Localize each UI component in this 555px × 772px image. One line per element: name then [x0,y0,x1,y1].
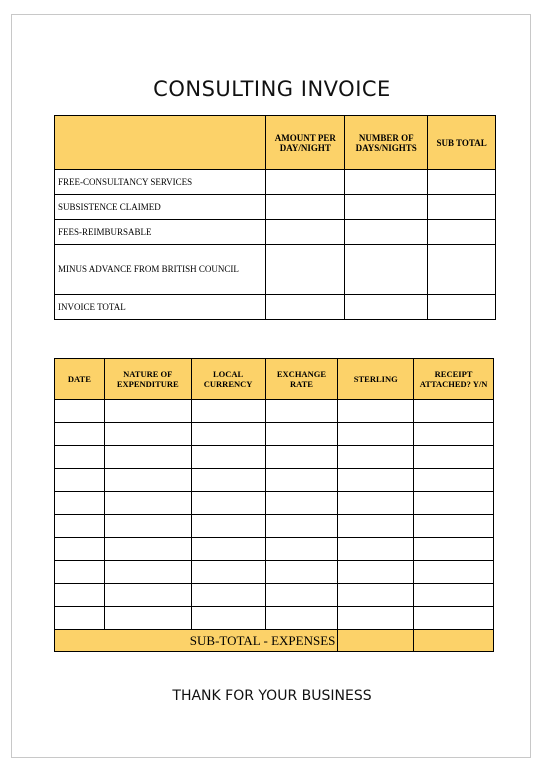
expenses-header-nature: NATURE OF EXPENDITURE [104,359,191,400]
subtotal-label: SUB-TOTAL - EXPENSES [55,630,338,652]
summary-header-row [55,116,496,170]
expenses-header-row [55,359,494,400]
sterling-cell[interactable] [338,469,414,492]
table-row [55,220,496,245]
date-cell[interactable] [55,423,105,446]
date-cell[interactable] [55,446,105,469]
table-row [55,492,494,515]
table-row [55,538,494,561]
table-row [55,295,496,320]
exchange-rate-cell[interactable] [265,400,338,423]
expenses-table [54,358,494,652]
sterling-cell[interactable] [338,423,414,446]
sterling-cell[interactable] [338,515,414,538]
exchange-rate-cell[interactable] [265,492,338,515]
subtotal-cell[interactable] [428,245,496,295]
sterling-cell[interactable] [338,607,414,630]
subtotal-sterling-cell[interactable] [338,630,414,652]
expenses-body [55,400,494,652]
subtotal-cell[interactable] [428,195,496,220]
local-currency-cell[interactable] [191,400,265,423]
date-cell[interactable] [55,607,105,630]
exchange-rate-cell[interactable] [265,423,338,446]
exchange-rate-cell[interactable] [265,446,338,469]
expenses-header-local-currency: LOCAL CURRENCY [191,359,265,400]
nature-cell[interactable] [104,446,191,469]
date-cell[interactable] [55,584,105,607]
table-row [55,170,496,195]
number-cell[interactable] [345,245,428,295]
exchange-rate-cell[interactable] [265,561,338,584]
table-row [55,469,494,492]
nature-cell[interactable] [104,423,191,446]
summary-table [54,115,496,320]
receipt-cell[interactable] [414,584,494,607]
table-row [55,515,494,538]
subtotal-cell[interactable] [428,295,496,320]
exchange-rate-cell[interactable] [265,515,338,538]
row-label-subsistence: SUBSISTENCE CLAIMED [55,195,266,220]
nature-cell[interactable] [104,492,191,515]
receipt-cell[interactable] [414,423,494,446]
nature-cell[interactable] [104,584,191,607]
local-currency-cell[interactable] [191,607,265,630]
row-label-advance: MINUS ADVANCE FROM BRITISH COUNCIL [55,245,266,295]
subtotal-cell[interactable] [428,220,496,245]
summary-header-amount: AMOUNT PER DAY/NIGHT [266,116,345,170]
amount-cell[interactable] [266,195,345,220]
sterling-cell[interactable] [338,400,414,423]
date-cell[interactable] [55,492,105,515]
row-label-fees: FEES-REIMBURSABLE [55,220,266,245]
summary-header-number: NUMBER OF DAYS/NIGHTS [345,116,428,170]
exchange-rate-cell[interactable] [265,469,338,492]
local-currency-cell[interactable] [191,423,265,446]
amount-cell[interactable] [266,170,345,195]
receipt-cell[interactable] [414,492,494,515]
nature-cell[interactable] [104,538,191,561]
date-cell[interactable] [55,538,105,561]
receipt-cell[interactable] [414,515,494,538]
sterling-cell[interactable] [338,561,414,584]
exchange-rate-cell[interactable] [265,538,338,561]
expenses-header-sterling: STERLING [338,359,414,400]
subtotal-row [55,630,494,652]
table-row [55,400,494,423]
thank-you-message: THANK FOR YOUR BUSINESS [172,688,372,704]
exchange-rate-cell[interactable] [265,584,338,607]
nature-cell[interactable] [104,469,191,492]
number-cell[interactable] [345,220,428,245]
row-label-invoice-total: INVOICE TOTAL [55,295,266,320]
expenses-header-receipt: RECEIPT ATTACHED? Y/N [414,359,494,400]
number-cell[interactable] [345,295,428,320]
local-currency-cell[interactable] [191,515,265,538]
row-label-consultancy: FREE-CONSULTANCY SERVICES [55,170,266,195]
receipt-cell[interactable] [414,400,494,423]
table-row [55,195,496,220]
local-currency-cell[interactable] [191,538,265,561]
receipt-cell[interactable] [414,607,494,630]
table-row [55,607,494,630]
table-row [55,584,494,607]
receipt-cell[interactable] [414,538,494,561]
page-title: CONSULTING INVOICE [153,77,391,101]
nature-cell[interactable] [104,400,191,423]
date-cell[interactable] [55,561,105,584]
sterling-cell[interactable] [338,492,414,515]
receipt-cell[interactable] [414,446,494,469]
nature-cell[interactable] [104,607,191,630]
amount-cell[interactable] [266,245,345,295]
sterling-cell[interactable] [338,446,414,469]
date-cell[interactable] [55,515,105,538]
number-cell[interactable] [345,170,428,195]
expenses-header-date: DATE [55,359,105,400]
date-cell[interactable] [55,400,105,423]
table-row [55,561,494,584]
summary-header-blank [55,116,266,170]
local-currency-cell[interactable] [191,584,265,607]
number-cell[interactable] [345,195,428,220]
local-currency-cell[interactable] [191,561,265,584]
local-currency-cell[interactable] [191,446,265,469]
local-currency-cell[interactable] [191,492,265,515]
nature-cell[interactable] [104,515,191,538]
amount-cell[interactable] [266,220,345,245]
table-row [55,446,494,469]
nature-cell[interactable] [104,561,191,584]
invoice-page [11,14,531,758]
sterling-cell[interactable] [338,538,414,561]
sterling-cell[interactable] [338,584,414,607]
summary-header-subtotal: SUB TOTAL [428,116,496,170]
receipt-cell[interactable] [414,561,494,584]
table-row [55,423,494,446]
date-cell[interactable] [55,469,105,492]
table-row [55,245,496,295]
amount-cell[interactable] [266,295,345,320]
exchange-rate-cell[interactable] [265,607,338,630]
local-currency-cell[interactable] [191,469,265,492]
expenses-header-exchange-rate: EXCHANGE RATE [265,359,338,400]
subtotal-cell[interactable] [428,170,496,195]
subtotal-receipt-cell[interactable] [414,630,494,652]
receipt-cell[interactable] [414,469,494,492]
